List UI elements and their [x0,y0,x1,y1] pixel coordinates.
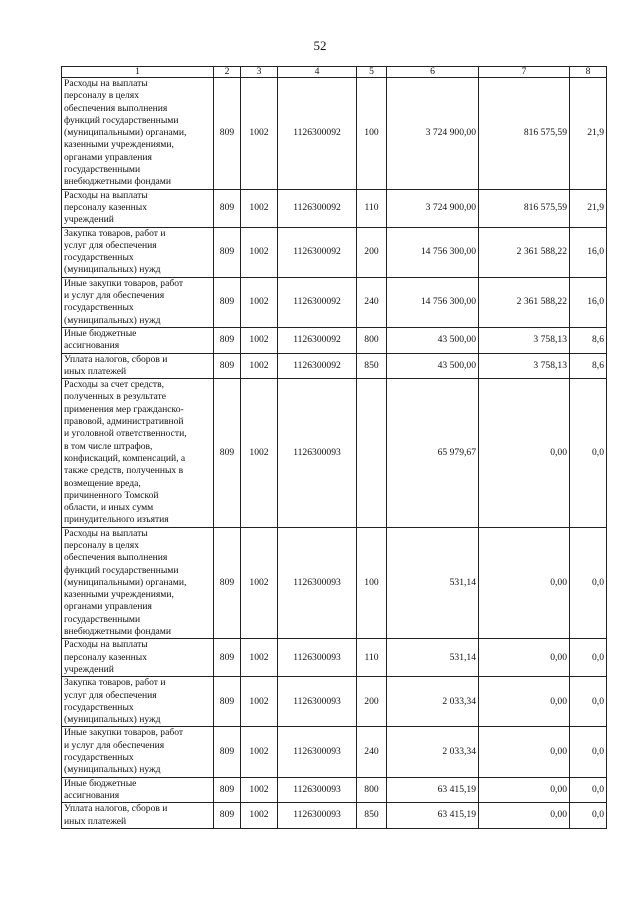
cell-executed-amount: 0,00 [479,677,570,727]
table-row [62,727,607,777]
description-line: персоналу казенных [64,201,148,213]
cell-section-code: 1002 [241,327,278,353]
cell-section-code: 1002 [241,677,278,727]
cell-admin-code: 809 [214,353,241,379]
description-line: и услуг для обеспечения [64,290,165,302]
description-line: области, и иных сумм [64,502,154,514]
cell-description [62,677,214,727]
description-line: Закупка товаров, работ и [64,677,166,689]
cell-description [62,527,214,639]
description-line: конфискаций, компенсаций, а [64,452,186,464]
description-line: (муниципальными) органами, [64,576,187,588]
description-line: (муниципальных) нужд [64,714,161,726]
cell-admin-code: 809 [214,379,241,528]
cell-section-code: 1002 [241,227,278,277]
cell-planned-amount: 3 724 900,00 [387,78,479,190]
cell-executed-amount: 3 758,13 [479,327,570,353]
cell-admin-code: 809 [214,189,241,227]
description-line: внебюджетными фондами [64,626,171,638]
description-line: государственными [64,164,141,176]
description-line: органами управления [64,601,152,613]
cell-execution-percent: 0,0 [570,677,607,727]
description-line: полученных в результате [64,391,167,403]
column-header: 2 [214,67,241,78]
cell-executed-amount: 2 361 588,22 [479,227,570,277]
cell-execution-percent: 0,0 [570,727,607,777]
cell-planned-amount: 3 724 900,00 [387,189,479,227]
table-row [62,78,607,190]
description-line: Уплата налогов, сборов и [64,803,168,815]
description-line: Иные закупки товаров, работ [64,727,184,739]
cell-admin-code: 809 [214,277,241,327]
cell-target-article: 1126300092 [278,327,357,353]
cell-admin-code: 809 [214,227,241,277]
cell-expense-type: 850 [357,353,387,379]
cell-expense-type: 240 [357,727,387,777]
description-line: Уплата налогов, сборов и [64,353,168,365]
cell-admin-code: 809 [214,777,241,803]
cell-executed-amount: 0,00 [479,527,570,639]
cell-execution-percent: 0,0 [570,527,607,639]
description-line: причиненного Томской [64,489,159,501]
table-row [62,639,607,677]
column-header: 6 [387,67,479,78]
cell-description [62,727,214,777]
description-line: Расходы на выплаты [64,78,148,89]
description-line: (муниципальных) нужд [64,264,161,276]
cell-description [62,327,214,353]
table-row [62,677,607,727]
column-header: 8 [570,67,607,78]
cell-expense-type: 100 [357,78,387,190]
cell-description [62,227,214,277]
cell-admin-code: 809 [214,527,241,639]
cell-executed-amount: 816 575,59 [479,189,570,227]
description-line: учреждений [64,214,114,226]
cell-planned-amount: 65 979,67 [387,379,479,528]
cell-expense-type: 110 [357,189,387,227]
cell-target-article: 1126300092 [278,277,357,327]
cell-planned-amount: 2 033,34 [387,677,479,727]
description-line: ассигнования [64,340,120,352]
cell-section-code: 1002 [241,527,278,639]
cell-section-code: 1002 [241,803,278,829]
cell-target-article: 1126300093 [278,677,357,727]
description-line: Расходы на выплаты [64,189,148,201]
cell-executed-amount: 816 575,59 [479,78,570,190]
table-row [62,227,607,277]
description-line: учреждений [64,663,114,675]
cell-admin-code: 809 [214,639,241,677]
cell-execution-percent: 21,9 [570,78,607,190]
description-line: также средств, полученных в [64,465,184,477]
cell-planned-amount: 531,14 [387,527,479,639]
cell-target-article: 1126300092 [278,78,357,190]
cell-target-article: 1126300092 [278,353,357,379]
cell-planned-amount: 14 756 300,00 [387,277,479,327]
description-line: Иные закупки товаров, работ [64,277,184,289]
table-row [62,803,607,829]
cell-target-article: 1126300093 [278,639,357,677]
cell-executed-amount: 0,00 [479,727,570,777]
table-row [62,277,607,327]
description-line: Иные бюджетные [64,327,137,339]
cell-planned-amount: 14 756 300,00 [387,227,479,277]
column-header: 5 [357,67,387,78]
description-line: внебюджетными фондами [64,176,171,188]
cell-executed-amount: 0,00 [479,803,570,829]
description-line: принудительного изъятия [64,514,169,526]
description-line: обеспечения выполнения [64,102,168,114]
cell-execution-percent: 0,0 [570,803,607,829]
cell-executed-amount: 2 361 588,22 [479,277,570,327]
cell-target-article: 1126300092 [278,227,357,277]
description-line: персоналу в целях [64,90,140,102]
cell-planned-amount: 63 415,19 [387,777,479,803]
cell-expense-type: 850 [357,803,387,829]
description-line: казенными учреждениями, [64,139,174,151]
description-line: Расходы на выплаты [64,527,148,539]
description-line: правовой, административной [64,416,184,428]
description-line: обеспечения выполнения [64,552,168,564]
description-line: (муниципальными) органами, [64,127,187,139]
description-line: услуг для обеспечения [64,689,157,701]
description-line: (муниципальных) нужд [64,764,161,776]
cell-execution-percent: 16,0 [570,277,607,327]
cell-description [62,777,214,803]
description-line: государственных [64,302,134,314]
cell-target-article: 1126300092 [278,189,357,227]
cell-expense-type: 800 [357,777,387,803]
description-line: казенными учреждениями, [64,589,174,601]
description-line: государственных [64,701,134,713]
description-line: иных платежей [64,365,127,377]
description-line: Расходы за счет средств, [64,379,165,391]
description-line: персоналу казенных [64,651,148,663]
description-line: функций государственными [64,114,179,126]
description-line: ассигнования [64,789,120,801]
cell-expense-type: 800 [357,327,387,353]
cell-execution-percent: 21,9 [570,189,607,227]
cell-admin-code: 809 [214,727,241,777]
table-row [62,527,607,639]
table-row [62,327,607,353]
cell-description [62,803,214,829]
page-number: 52 [313,38,327,53]
description-line: функций государственными [64,564,179,576]
cell-description [62,78,214,190]
description-line: Иные бюджетные [64,777,137,789]
column-header: 3 [241,67,278,78]
description-line: органами управления [64,151,152,163]
cell-target-article: 1126300093 [278,803,357,829]
cell-executed-amount: 0,00 [479,379,570,528]
column-header: 7 [479,67,570,78]
description-line: Расходы на выплаты [64,639,148,651]
table-row [62,189,607,227]
column-header: 1 [62,67,214,78]
cell-section-code: 1002 [241,727,278,777]
cell-expense-type: 110 [357,639,387,677]
cell-description [62,639,214,677]
table-row [62,379,607,528]
cell-target-article: 1126300093 [278,379,357,528]
cell-section-code: 1002 [241,277,278,327]
table-row [62,777,607,803]
cell-executed-amount: 0,00 [479,777,570,803]
cell-expense-type: 200 [357,677,387,727]
cell-section-code: 1002 [241,777,278,803]
cell-section-code: 1002 [241,379,278,528]
description-line: возмещение вреда, [64,477,141,489]
cell-planned-amount: 43 500,00 [387,327,479,353]
description-line: в том числе штрафов, [64,440,153,452]
cell-admin-code: 809 [214,677,241,727]
cell-description [62,277,214,327]
cell-expense-type: 100 [357,527,387,639]
cell-target-article: 1126300093 [278,727,357,777]
budget-table [61,66,607,829]
cell-execution-percent: 0,0 [570,639,607,677]
cell-section-code: 1002 [241,353,278,379]
description-line: государственных [64,752,134,764]
description-line: и уголовной ответственности, [64,428,187,440]
description-line: и услуг для обеспечения [64,739,165,751]
table-header-row [62,67,607,78]
cell-expense-type: 200 [357,227,387,277]
description-line: персоналу в целях [64,539,140,551]
cell-planned-amount: 43 500,00 [387,353,479,379]
description-line: Закупка товаров, работ и [64,227,166,239]
description-line: услуг для обеспечения [64,239,157,251]
cell-target-article: 1126300093 [278,777,357,803]
cell-admin-code: 809 [214,78,241,190]
cell-planned-amount: 2 033,34 [387,727,479,777]
cell-execution-percent: 8,6 [570,353,607,379]
cell-execution-percent: 8,6 [570,327,607,353]
cell-target-article: 1126300093 [278,527,357,639]
cell-executed-amount: 0,00 [479,639,570,677]
description-line: (муниципальных) нужд [64,314,161,326]
description-line: государственными [64,613,141,625]
cell-execution-percent: 16,0 [570,227,607,277]
cell-admin-code: 809 [214,803,241,829]
table-row [62,353,607,379]
cell-admin-code: 809 [214,327,241,353]
cell-description [62,353,214,379]
description-line: иных платежей [64,815,127,827]
cell-planned-amount: 531,14 [387,639,479,677]
cell-execution-percent: 0,0 [570,777,607,803]
cell-section-code: 1002 [241,189,278,227]
column-header: 4 [278,67,357,78]
description-line: государственных [64,252,134,264]
cell-expense-type [357,379,387,528]
cell-description [62,189,214,227]
cell-expense-type: 240 [357,277,387,327]
cell-description [62,379,214,528]
cell-executed-amount: 3 758,13 [479,353,570,379]
cell-planned-amount: 63 415,19 [387,803,479,829]
cell-execution-percent: 0,0 [570,379,607,528]
cell-section-code: 1002 [241,78,278,190]
description-line: применения мер гражданско- [64,403,184,415]
cell-section-code: 1002 [241,639,278,677]
